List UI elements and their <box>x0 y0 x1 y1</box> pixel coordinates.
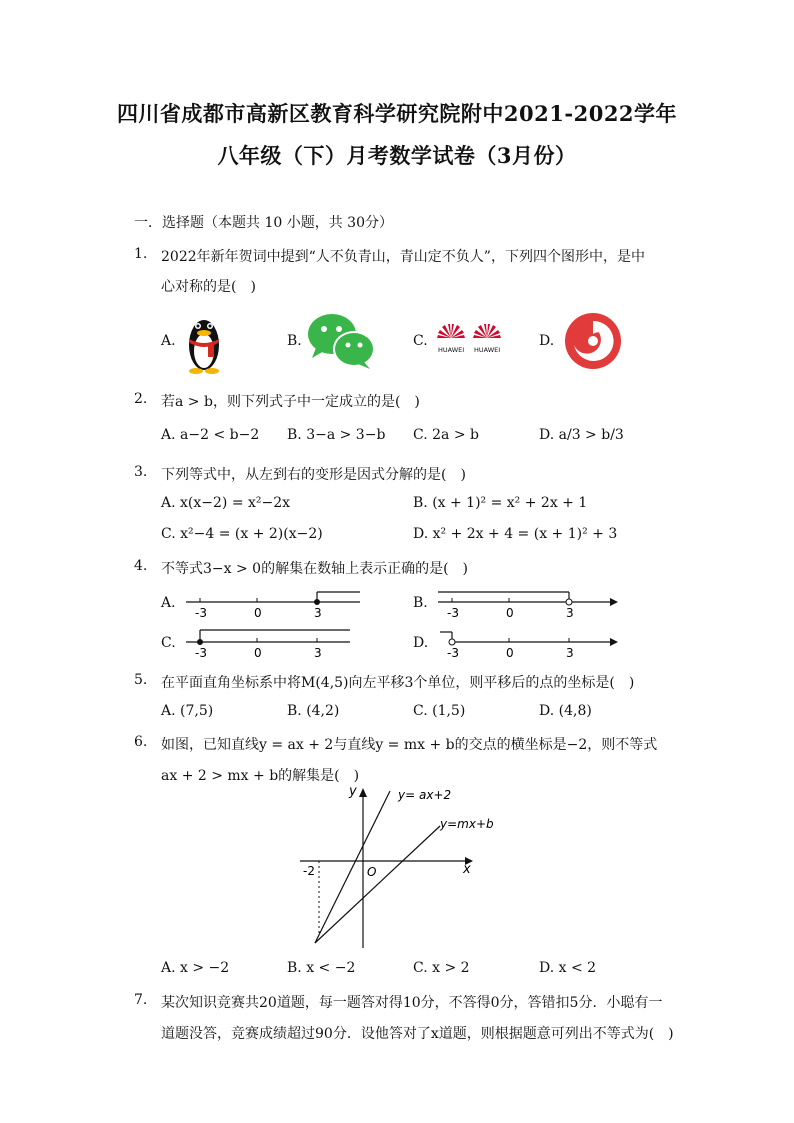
q6-option-a: A. x > −2 <box>161 960 230 976</box>
exam-title-line2: 八年级（下）月考数学试卷（3月份） <box>217 143 577 168</box>
question-4-number: 4. <box>134 558 148 574</box>
line-mx-plus-b <box>315 826 440 943</box>
x-axis-label: x <box>463 862 471 877</box>
q6-option-c: C. x > 2 <box>413 960 470 976</box>
q1-option-b: B. <box>287 333 302 349</box>
question-5-number: 5. <box>134 672 148 688</box>
question-7-text-line2: 道题没答，竞赛成绩超过90分．设他答对了x道题，则根据题意可列出不等式为( ) <box>161 1026 674 1042</box>
q3-option-c: C. x²−4 = (x + 2)(x−2) <box>161 526 323 542</box>
question-2-text: 若a > b，则下列式子中一定成立的是( ) <box>161 394 420 410</box>
q3-option-a: A. x(x−2) = x²−2x <box>161 495 291 511</box>
section-heading: 一．选择题（本题共 10 小题，共 30分） <box>134 215 393 231</box>
phoenix-logo-icon <box>564 312 622 370</box>
q6-graph <box>295 783 495 953</box>
question-7-text-line1: 某次知识竞赛共20道题，每一题答对得10分，不答得0分，答错扣5分．小聪有一 <box>161 995 663 1011</box>
question-1-text-line2: 心对称的是( ) <box>161 279 256 295</box>
question-1-number: 1. <box>134 246 148 262</box>
q5-option-c: C. (1,5) <box>413 703 466 719</box>
q6-option-d: D. x < 2 <box>539 960 597 976</box>
svg-text:3: 3 <box>566 646 574 660</box>
huawei-label-2: HUAWEI <box>474 346 501 354</box>
exam-title-line1: 四川省成都市高新区教育科学研究院附中2021-2022学年 <box>116 101 678 126</box>
svg-text:0: 0 <box>506 606 514 620</box>
q4-numberline-a <box>180 582 370 622</box>
huawei-logo-icon <box>434 320 504 360</box>
q3-option-d: D. x² + 2x + 4 = (x + 1)² + 3 <box>413 526 618 542</box>
y-axis-label: y <box>349 784 357 799</box>
question-5-text: 在平面直角坐标系中将M(4,5)向左平移3个单位，则平移后的点的坐标是( ) <box>161 675 635 691</box>
penguin-logo-icon <box>184 305 224 375</box>
origin-label: O <box>367 865 377 879</box>
q6-option-b: B. x < −2 <box>287 960 356 976</box>
q4-option-d: D. <box>413 635 429 651</box>
question-4-text: 不等式3−x > 0的解集在数轴上表示正确的是( ) <box>161 561 468 577</box>
q4-option-c: C. <box>161 635 176 651</box>
neg2-label: -2 <box>303 864 315 878</box>
q4-option-a: A. <box>161 595 176 611</box>
q4-numberline-b <box>432 582 622 622</box>
q3-option-b: B. (x + 1)² = x² + 2x + 1 <box>413 495 588 511</box>
question-6-text-line1: 如图，已知直线y = ax + 2与直线y = mx + b的交点的横坐标是−2，则不等式 <box>161 737 658 753</box>
svg-text:0: 0 <box>254 606 262 620</box>
svg-text:3: 3 <box>566 606 574 620</box>
question-3-text: 下列等式中，从左到右的变形是因式分解的是( ) <box>161 467 466 483</box>
q2-option-c: C. 2a > b <box>413 427 479 443</box>
q5-option-b: B. (4,2) <box>287 703 340 719</box>
q4-numberline-c <box>180 622 370 662</box>
q2-option-a: A. a−2 < b−2 <box>161 427 260 443</box>
svg-text:-3: -3 <box>447 606 459 620</box>
q1-option-a: A. <box>161 333 176 349</box>
question-1-text-line1: 2022年新年贺词中提到“人不负青山，青山定不负人”，下列四个图形中，是中 <box>161 249 645 265</box>
line2-label: y=mx+b <box>440 817 494 831</box>
line1-label: y= ax+2 <box>398 788 452 802</box>
q1-option-c: C. <box>413 333 428 349</box>
question-6-number: 6. <box>134 734 148 750</box>
line-ax-plus-2 <box>315 791 390 943</box>
q2-option-d: D. a/3 > b/3 <box>539 427 624 443</box>
wechat-logo-icon <box>306 312 378 370</box>
svg-text:3: 3 <box>314 646 322 660</box>
q4-numberline-d <box>432 622 622 662</box>
q5-option-a: A. (7,5) <box>161 703 214 719</box>
svg-text:0: 0 <box>254 646 262 660</box>
huawei-label-1: HUAWEI <box>438 346 465 354</box>
q4-option-b: B. <box>413 595 428 611</box>
svg-text:3: 3 <box>314 606 322 620</box>
question-7-number: 7. <box>134 992 148 1008</box>
q1-option-d: D. <box>539 333 555 349</box>
svg-text:-3: -3 <box>447 646 459 660</box>
question-3-number: 3. <box>134 464 148 480</box>
question-6-text-line2: ax + 2 > mx + b的解集是( ) <box>161 768 360 784</box>
q5-option-d: D. (4,8) <box>539 703 592 719</box>
svg-text:-3: -3 <box>195 646 207 660</box>
svg-text:-3: -3 <box>195 606 207 620</box>
svg-text:0: 0 <box>506 646 514 660</box>
question-2-number: 2. <box>134 391 148 407</box>
q2-option-b: B. 3−a > 3−b <box>287 427 386 443</box>
